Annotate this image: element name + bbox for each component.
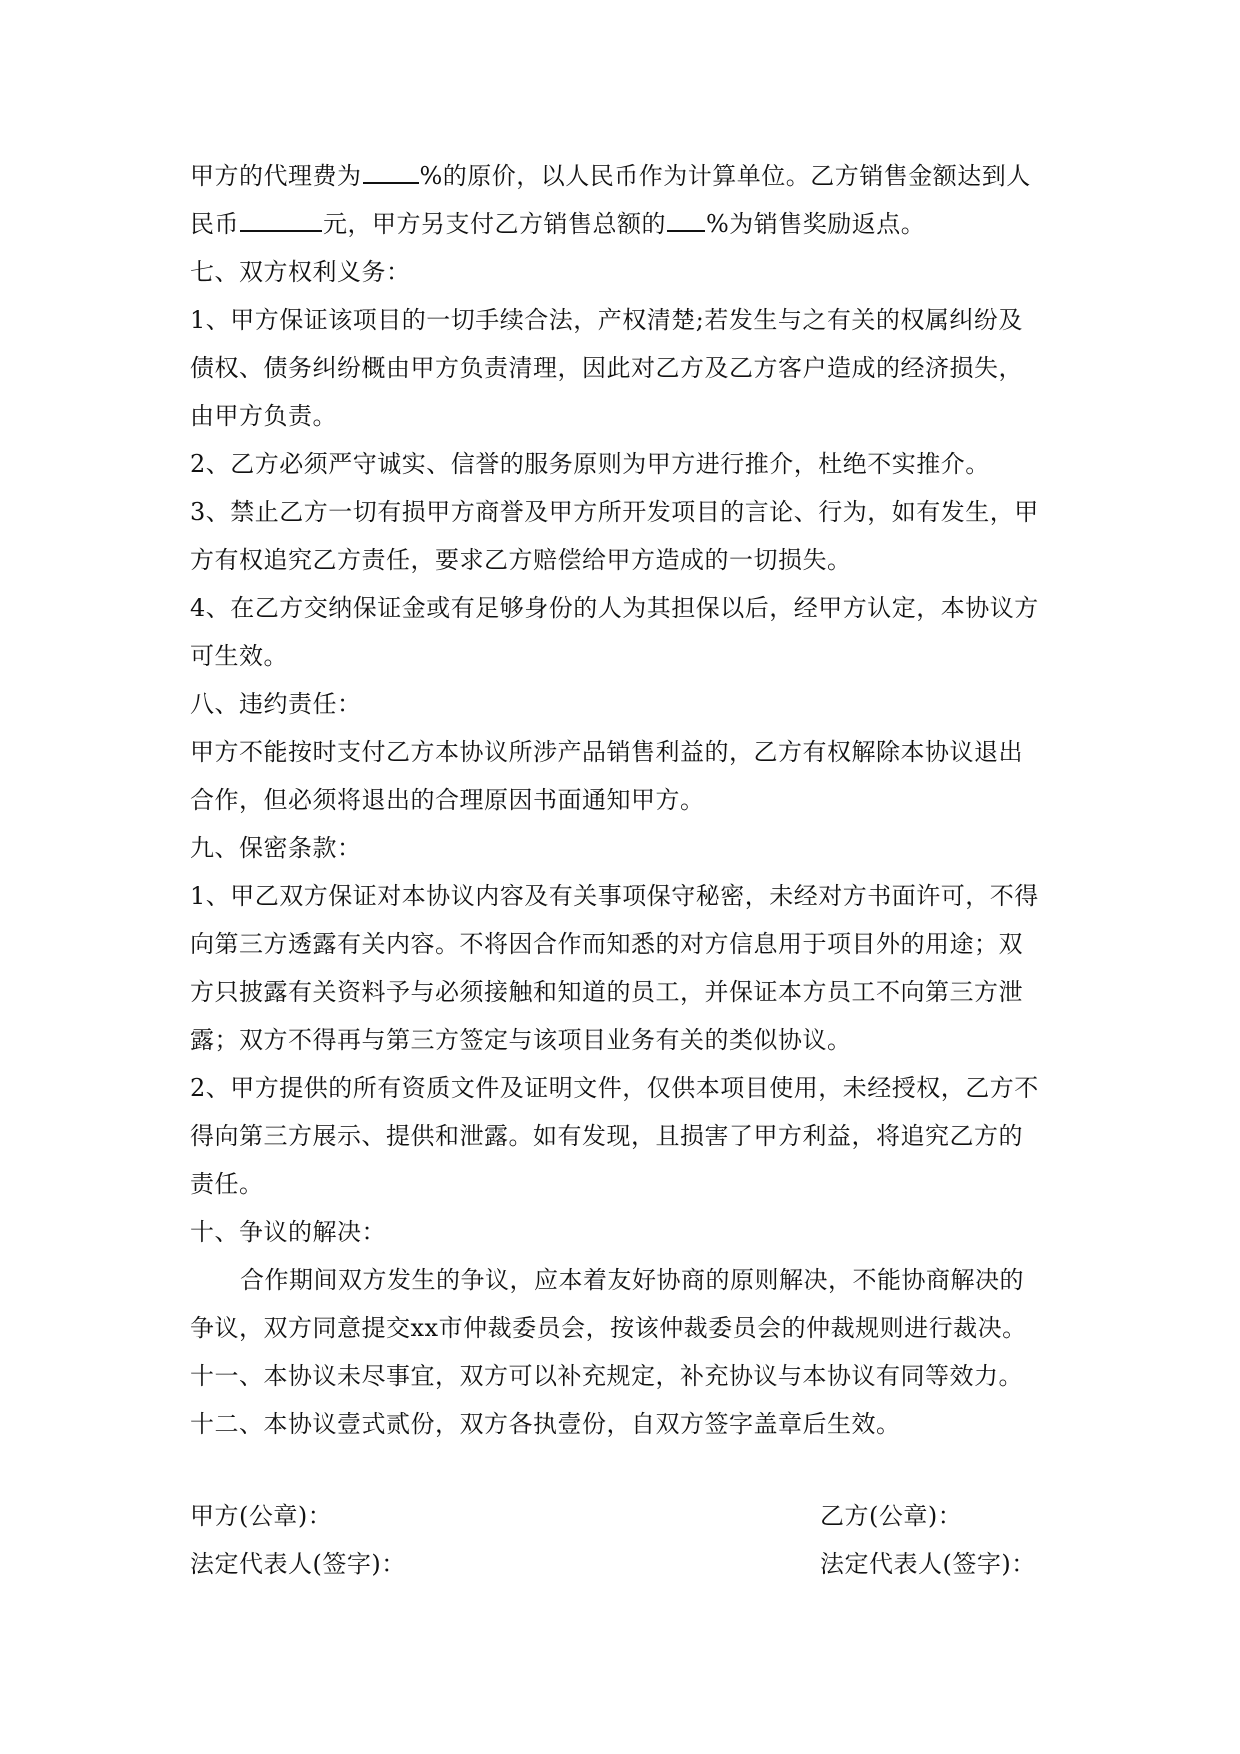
rebate-percent-blank	[667, 208, 705, 232]
section-8-heading: 八、违约责任：	[190, 690, 362, 718]
section-7-item-4: 可生效。	[190, 642, 288, 670]
section-7-item-1: 债权、债务纠纷概由甲方负责清理，因此对乙方及乙方客户造成的经济损失，	[190, 354, 1023, 382]
fee-percent-blank	[363, 160, 419, 184]
section-10-heading: 十、争议的解决：	[190, 1218, 386, 1246]
party-b-rep-label: 法定代表人(签字)：	[820, 1550, 1036, 1578]
section-9-item-1: 1、甲乙双方保证对本协议内容及有关事项保守秘密，未经对方书面许可，不得	[190, 882, 1039, 910]
section-7-heading: 七、双方权利义务：	[190, 258, 411, 286]
signature-row-seal	[190, 1492, 1052, 1540]
fee-text: 甲方的代理费为	[190, 162, 362, 190]
document-body	[190, 152, 1052, 1588]
party-a-seal-label: 甲方(公章)：	[190, 1502, 333, 1530]
party-a-rep-label: 法定代表人(签字)：	[190, 1550, 406, 1578]
section-12-text: 十二、本协议壹式贰份，双方各执壹份，自双方签字盖章后生效。	[190, 1410, 901, 1438]
section-11-text: 十一、本协议未尽事宜，双方可以补充规定，补充协议与本协议有同等效力。	[190, 1362, 1023, 1390]
section-7-item-3: 方有权追究乙方责任，要求乙方赔偿给甲方造成的一切损失。	[190, 546, 852, 574]
section-8-text: 甲方不能按时支付乙方本协议所涉产品销售利益的，乙方有权解除本协议退出	[190, 738, 1023, 766]
section-10-text: 合作期间双方发生的争议，应本着友好协商的原则解决，不能协商解决的	[240, 1266, 1024, 1294]
section-9-item-2: 得向第三方展示、提供和泄露。如有发现，且损害了甲方利益，将追究乙方的	[190, 1122, 1023, 1150]
fee-line-1	[190, 152, 1052, 200]
sales-amount-blank	[240, 208, 322, 232]
section-7-item-4: 4、在乙方交纳保证金或有足够身份的人为其担保以后，经甲方认定，本协议方	[190, 594, 1039, 622]
section-7-item-2: 2、乙方必须严守诚实、信誉的服务原则为甲方进行推介，杜绝不实推介。	[190, 450, 990, 478]
section-7-item-1: 由甲方负责。	[190, 402, 337, 430]
fee-line-2	[190, 200, 1052, 248]
spacer	[190, 1448, 1052, 1492]
section-9-item-1: 露；双方不得再与第三方签定与该项目业务有关的类似协议。	[190, 1026, 852, 1054]
section-10-text: 争议，双方同意提交xx市仲裁委员会，按该仲裁委员会的仲裁规则进行裁决。	[190, 1314, 1027, 1342]
section-9-item-2: 2、甲方提供的所有资质文件及证明文件，仅供本项目使用，未经授权，乙方不	[190, 1074, 1039, 1102]
fee-text: 民币	[190, 210, 239, 238]
section-9-item-1: 向第三方透露有关内容。不将因合作而知悉的对方信息用于项目外的用途；双	[190, 930, 1023, 958]
section-7-item-3: 3、禁止乙方一切有损甲方商誉及甲方所开发项目的言论、行为，如有发生，甲	[190, 498, 1039, 526]
section-9-heading: 九、保密条款：	[190, 834, 362, 862]
fee-text: 元，甲方另支付乙方销售总额的	[323, 210, 666, 238]
signature-row-rep	[190, 1540, 1052, 1588]
fee-text: %的原价，以人民币作为计算单位。乙方销售金额达到人	[419, 162, 1031, 190]
fee-text: %为销售奖励返点。	[706, 210, 926, 238]
section-7-item-1: 1、甲方保证该项目的一切手续合法，产权清楚;若发生与之有关的权属纠纷及	[190, 306, 1023, 334]
section-9-item-1: 方只披露有关资料予与必须接触和知道的员工，并保证本方员工不向第三方泄	[190, 978, 1023, 1006]
section-8-text: 合作，但必须将退出的合理原因书面通知甲方。	[190, 786, 705, 814]
party-b-seal-label: 乙方(公章)：	[820, 1502, 963, 1530]
section-9-item-2: 责任。	[190, 1170, 264, 1198]
